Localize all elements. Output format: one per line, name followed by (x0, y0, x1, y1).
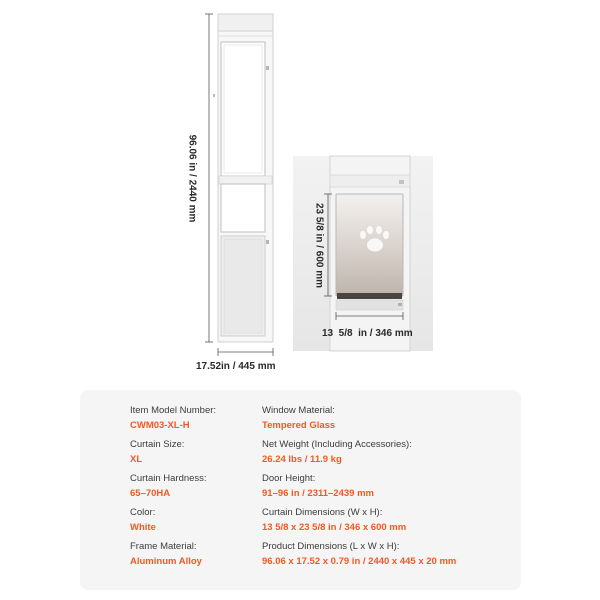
spec-value: 26.24 lbs / 11.9 kg (262, 454, 342, 465)
spec-label: Product Dimensions (L x W x H): (262, 541, 400, 552)
spec-label: Net Weight (Including Accessories): (262, 439, 412, 450)
spec-net-weight (262, 439, 412, 466)
spec-value: 96.06 x 17.52 x 0.79 in / 2440 x 445 x 20 mm (262, 556, 457, 567)
spec-label: Curtain Hardness: (130, 473, 207, 484)
spec-color (130, 507, 156, 534)
spec-item-model-number (130, 405, 216, 432)
door-panel (213, 14, 273, 342)
spec-value: White (130, 522, 156, 533)
spec-label: Door Height: (262, 473, 316, 484)
spec-value: XL (130, 454, 143, 465)
spec-frame-material (130, 541, 202, 568)
curtain-width-label: 13 5/8 in / 346 mm (322, 328, 413, 339)
specifications-card (80, 390, 521, 590)
spec-label: Frame Material: (130, 541, 197, 552)
spec-value: Tempered Glass (262, 420, 336, 431)
spec-product-dimensions (262, 541, 456, 568)
door-height-label: 96.06 in / 2440 mm (186, 134, 198, 223)
spec-window-material (262, 405, 335, 432)
spec-value: 65–70HA (130, 488, 171, 499)
spec-value: Aluminum Alloy (130, 556, 202, 567)
door-width-dimension (218, 348, 273, 356)
spec-curtain-dimensions (262, 507, 406, 534)
spec-label: Curtain Size: (130, 439, 185, 450)
spec-label: Color: (130, 507, 156, 518)
spec-value: CWM03-XL-H (130, 420, 190, 431)
spec-label: Item Model Number: (130, 405, 217, 416)
spec-curtain-hardness (130, 473, 207, 500)
spec-door-height (262, 473, 374, 500)
spec-value: 13 5/8 x 23 5/8 in / 346 x 600 mm (262, 522, 407, 533)
door-height-dimension (205, 14, 213, 342)
door-width-label: 17.52in / 445 mm (196, 361, 276, 372)
spec-value: 91–96 in / 2311–2439 mm (262, 488, 374, 499)
spec-label: Curtain Dimensions (W x H): (262, 507, 383, 518)
spec-curtain-size (130, 439, 184, 466)
spec-label: Window Material: (262, 405, 335, 416)
curtain-height-label: 23 5/8 in / 600 mm (313, 202, 325, 289)
